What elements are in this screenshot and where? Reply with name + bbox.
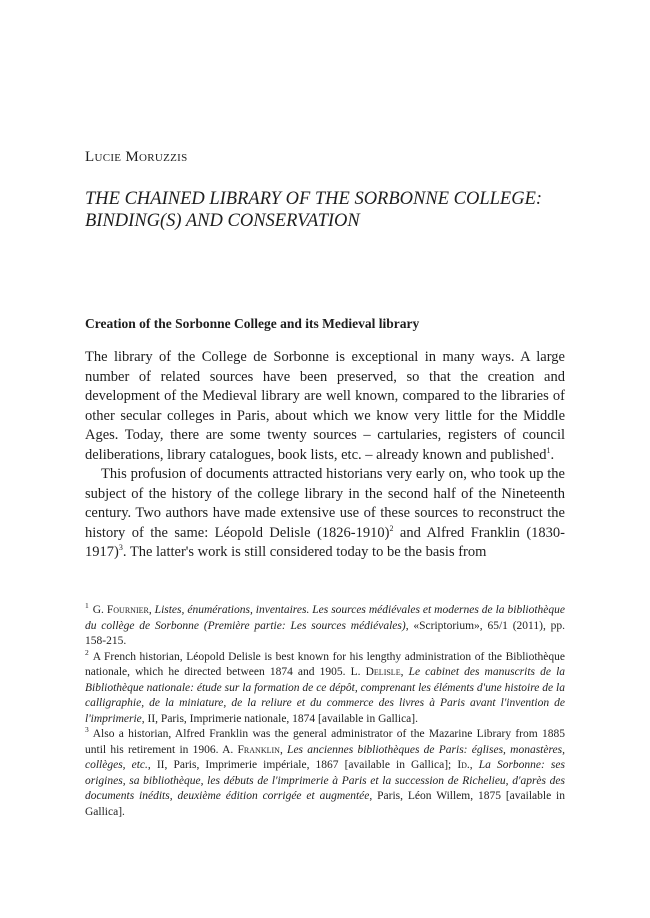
footnote-1 [85, 603, 565, 650]
footnote-3-separator-2: , [469, 759, 479, 771]
footnote-ref-2[interactable]: 2 [389, 523, 394, 533]
footnote-3-title-1: Les anciennes bibliothèques de Paris: églises, monastères, collèges, etc. [85, 743, 565, 771]
paragraph-2-text-a: This profusion of documents attracted historians very early on, who took up the subject of the history of the college library in the second half of the Nineteenth century. Two authors have made extensive use of these sources to reconstruct the history of the same: Léopold Delisle (1826-1910) [85, 466, 565, 541]
paragraph-2-text-b: and Alfred Franklin (1830-1917) [85, 524, 565, 560]
footnote-1-rest: , «Scriptorium», 65/1 (2011), pp. 158-215. [85, 619, 565, 647]
paragraph-1 [85, 348, 565, 465]
footnote-2-title: Le cabinet des manuscrits de la Bibliothèque nationale: étude sur la formation de ce dépôt, comprenant les éléments d'une histoire de la calligraphie, de la miniature, de la reliure et du commerce des livres à Paris avant l'invention de l'imprimerie [85, 666, 566, 725]
footnote-2-text: A French historian, Léopold Delisle is best known for his lengthy administration of the Bibliothèque nationale, which he directed between 1874 and 1905. L. [85, 650, 565, 678]
body-text [85, 348, 565, 563]
footnote-1-separator: , [148, 604, 155, 616]
author-name: Lucie Moruzzis [85, 149, 188, 165]
footnotes [85, 603, 565, 820]
footnote-2-author: Delisle [365, 666, 401, 678]
footnote-2-rest: , II, Paris, Imprimerie nationale, 1874 [available in Gallica]. [141, 712, 418, 725]
footnote-1-number: 1 [85, 601, 89, 611]
paragraph-1-end: . [550, 446, 555, 463]
footnote-2 [85, 647, 566, 728]
title-line-2: BINDING(S) AND CONSERVATION [85, 211, 360, 231]
footnote-3-title-2: La Sorbonne: ses origines, sa bibliothèque, les débuts de l'imprimerie à Paris et la succession de Richelieu, d'après des documents inédits, deuxième édition corrigée et augmentée [85, 759, 565, 802]
paragraph-2 [85, 465, 565, 563]
footnote-3-number: 3 [85, 725, 89, 735]
footnote-2-separator: , [400, 666, 409, 678]
footnote-ref-1[interactable]: 1 [546, 445, 551, 455]
footnote-3-rest-1: , II, Paris, Imprimerie impériale, 1867 [available in Gallica]; [147, 759, 458, 771]
footnote-3-text: Also a historian, Alfred Franklin was the general administrator of the Mazarine Library from 1885 until his retirement in 1906. A. [85, 728, 565, 756]
footnote-1-author: G. Fournier [92, 604, 149, 616]
article-title [85, 188, 575, 232]
section-heading: Creation of the Sorbonne College and its Medieval library [85, 316, 420, 331]
footnote-2-number: 2 [85, 647, 89, 657]
title-line-1: THE CHAINED LIBRARY OF THE SORBONNE COLLEGE: [85, 189, 543, 209]
paragraph-1-text: The library of the College de Sorbonne is exceptional in many ways. A large number of related sources have been preserved, so that the creation and development of the Medieval library are well known, compared to the libraries of other secular colleges in Paris, about which we know very little for the Middle Ages. Today, there are some twenty sources – cartularies, registers of council deliberations, library catalogues, book lists, etc. – already known and published [85, 349, 565, 463]
footnote-3-ibid: Id. [457, 759, 470, 771]
footnote-ref-3[interactable]: 3 [118, 543, 123, 553]
paragraph-2-text-c: . The latter's work is still considered today to be the basis from [122, 544, 487, 560]
footnote-1-title: Listes, énumérations, inventaires. Les sources médiévales et modernes de la bibliothèque du collège de Sorbonne (Première partie: Les sources médiévales) [85, 604, 565, 632]
footnote-3-separator: , [279, 743, 288, 756]
footnote-3-rest-2: , Paris, Léon Willem, 1875 [available in Gallica]. [85, 790, 565, 818]
footnote-3-author: Franklin [237, 743, 280, 756]
footnote-3 [85, 727, 565, 820]
